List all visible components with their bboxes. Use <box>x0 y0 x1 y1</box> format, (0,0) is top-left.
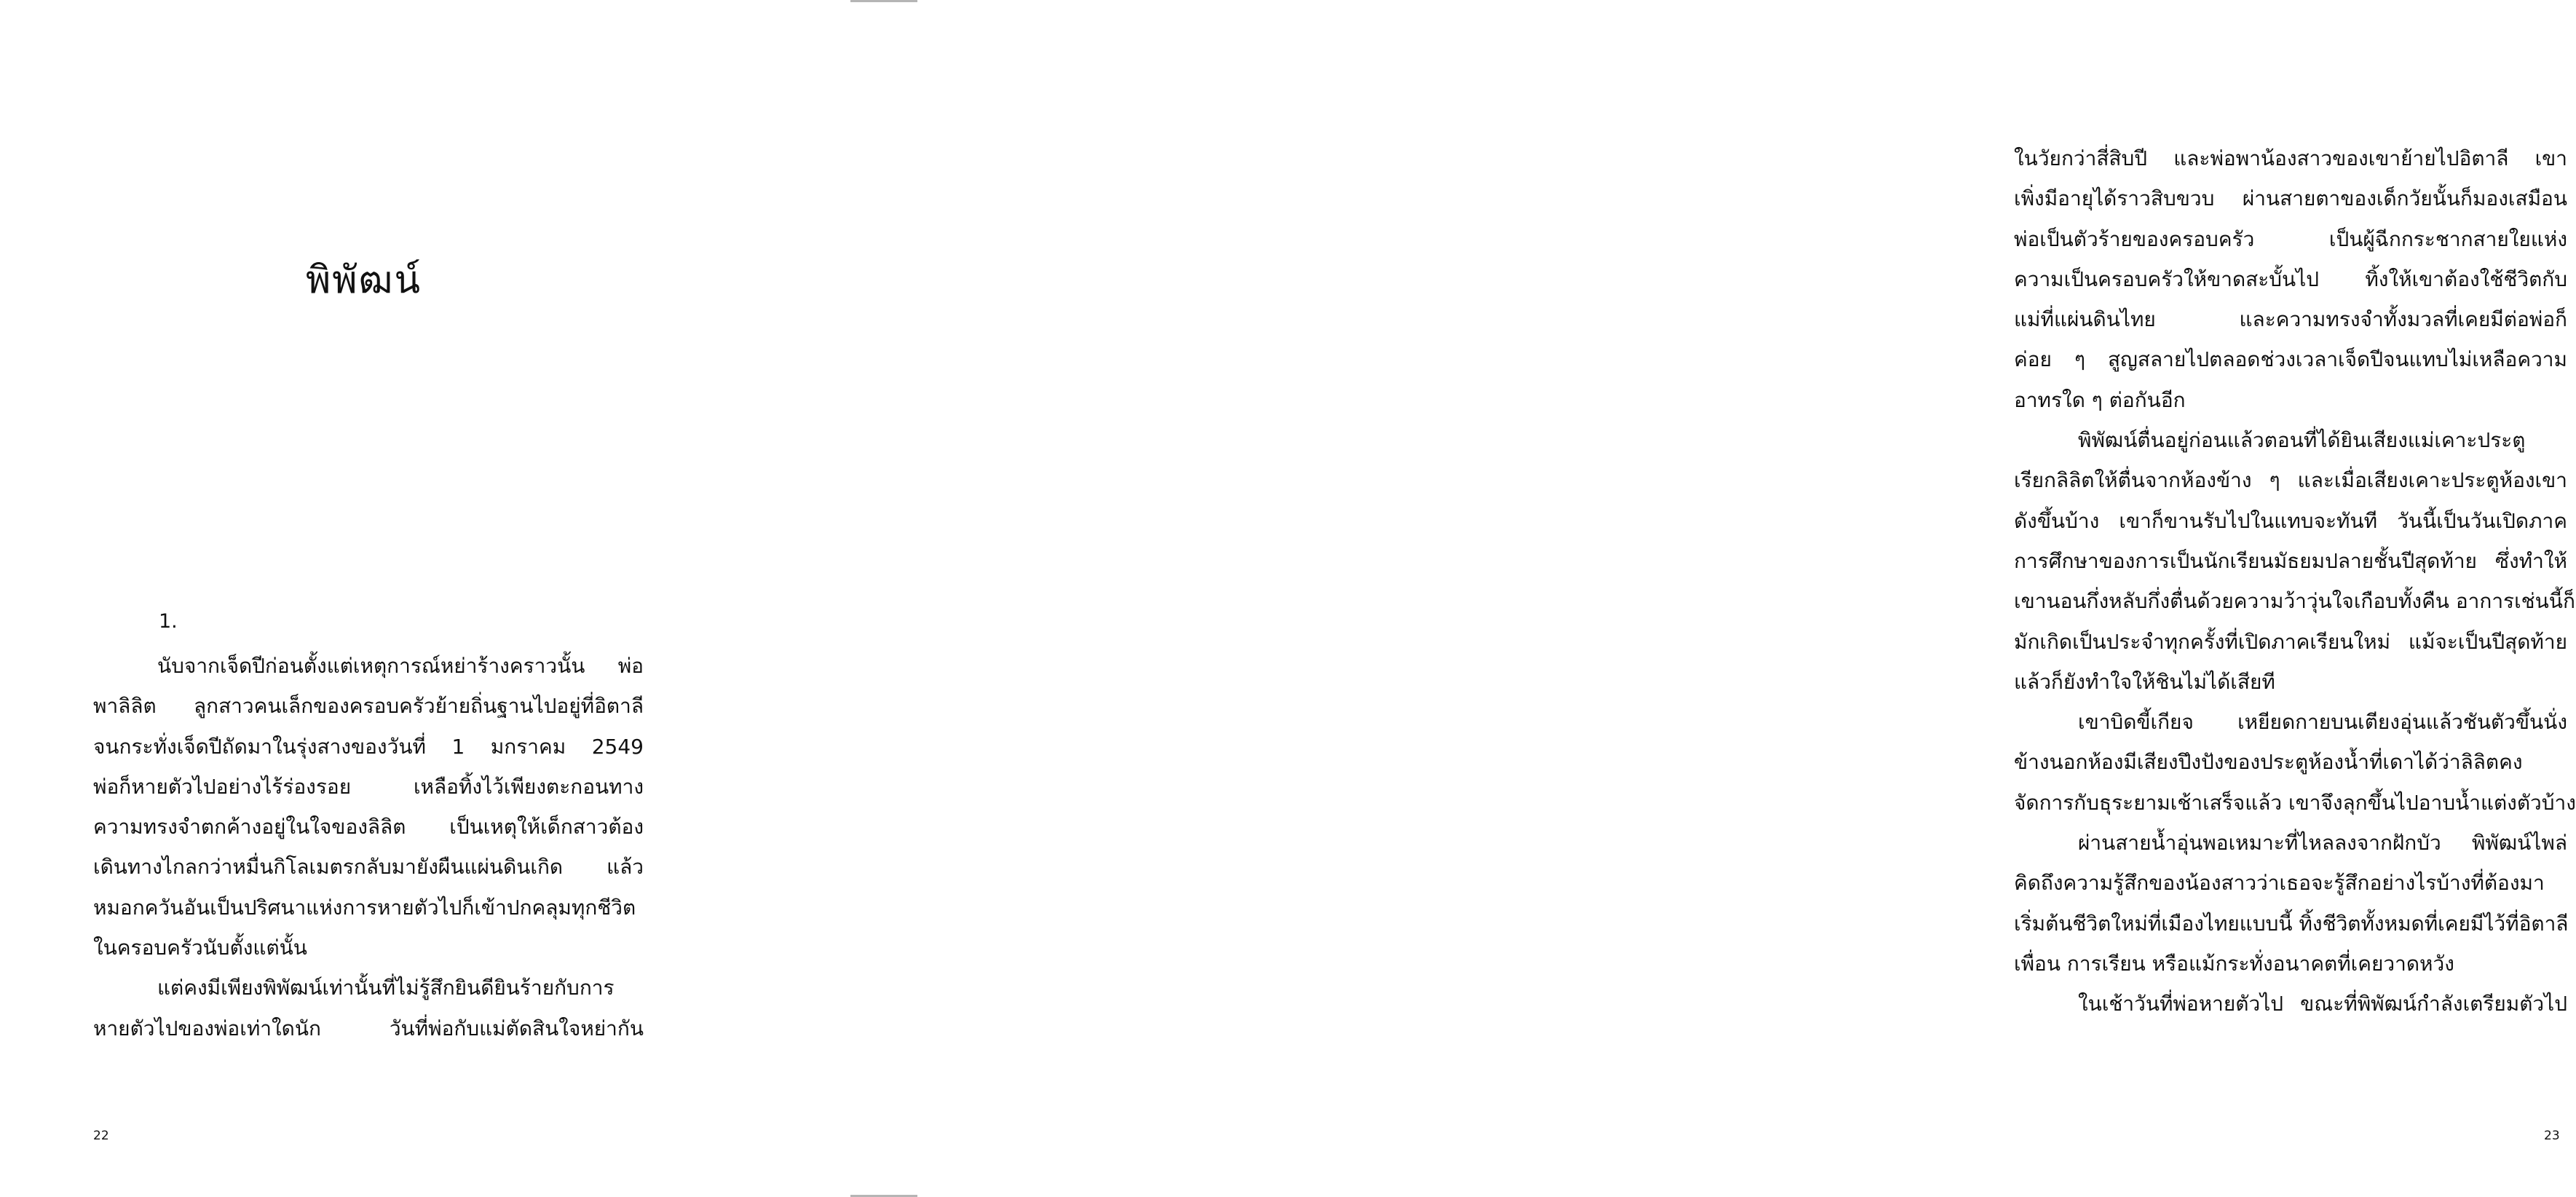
text-line: หายตัวไปของพ่อเท่าใดนัก วันที่พ่อกับแม่ตัดสินใจหย่ากัน <box>93 1016 644 1040</box>
text-line: พาลิลิต ลูกสาวคนเล็กของครอบครัวย้ายถิ่นฐานไปอยู่ที่อิตาลี <box>93 694 644 719</box>
right-body-text <box>2014 138 2576 1024</box>
text-line: จัดการกับธุระยามเช้าเสร็จแล้ว เขาจึงลุกขึ้นไปอาบน้ำแต่งตัวบ้าง <box>2014 790 2576 815</box>
left-body-text <box>93 646 644 1048</box>
text-line: มักเกิดเป็นประจำทุกครั้งที่เปิดภาคเรียนใหม่ แม้จะเป็นปีสุดท้าย <box>2014 629 2567 654</box>
text-line: ในวัยกว่าสี่สิบปี และพ่อพาน้องสาวของเขาย้ายไปอิตาลี เขา <box>2014 146 2567 170</box>
text-line: ในเช้าวันที่พ่อหายตัวไป ขณะที่พิพัฒน์กำลังเตรียมตัวไป <box>2078 992 2567 1016</box>
text-line: เดินทางไกลกว่าหมื่นกิโลเมตรกลับมายังผืนแผ่นดินเกิด แล้ว <box>93 855 644 880</box>
text-line: ความทรงจำตกค้างอยู่ในใจของลิลิต เป็นเหตุให้เด็กสาวต้อง <box>93 815 644 840</box>
right-page <box>884 0 2576 1197</box>
text-line: ในครอบครัวนับตั้งแต่นั้น <box>93 936 307 960</box>
text-line: แม่ที่แผ่นดินไทย และความทรงจำทั้งมวลที่เคยมีต่อพ่อก็ <box>2014 307 2567 332</box>
text-line: เริ่มต้นชีวิตใหม่ที่เมืองไทยแบบนี้ ทิ้งชีวิตทั้งหมดที่เคยมีไว้ที่อิตาลี <box>2014 911 2569 936</box>
chapter-title: พิพัฒน์ <box>306 258 422 302</box>
text-line: เพื่อน การเรียน หรือแม้กระทั่งอนาคตที่เคยวาดหวัง <box>2014 951 2454 976</box>
text-line: เรียกลิลิตให้ตื่นจากห้องข้าง ๆ และเมื่อเสียงเคาะประตูห้องเขา <box>2014 468 2567 493</box>
text-line: อาทรใด ๆ ต่อกันอีก <box>2014 387 2186 412</box>
text-line: พิพัฒน์ตื่นอยู่ก่อนแล้วตอนที่ได้ยินเสียงแม่เคาะประตู <box>2078 428 2526 453</box>
text-line: การศึกษาของการเป็นนักเรียนมัธยมปลายชั้นปีสุดท้าย ซึ่งทำให้ <box>2014 548 2567 573</box>
text-line: เพิ่งมีอายุได้ราวสิบขวบ ผ่านสายตาของเด็กวัยนั้นก็มองเสมือน <box>2014 186 2567 211</box>
text-line: เขานอนกึ่งหลับกึ่งตื่นด้วยความว้าวุ่นใจเกือบทั้งคืน อาการเช่นนี้ก็ <box>2014 589 2575 614</box>
text-line: ผ่านสายน้ำอุ่นพอเหมาะที่ไหลลงจากฝักบัว พิพัฒน์ไพล่ <box>2078 831 2567 856</box>
text-line: จนกระทั่งเจ็ดปีถัดมาในรุ่งสางของวันที่ 1 มกราคม 2549 <box>93 734 644 759</box>
text-line: เขาบิดขี้เกียจ เหยียดกายบนเตียงอุ่นแล้วชันตัวขึ้นนั่ง <box>2078 710 2567 735</box>
text-line: นับจากเจ็ดปีก่อนตั้งแต่เหตุการณ์หย่าร้างคราวนั้น พ่อ <box>157 654 644 678</box>
section-number: 1. <box>159 610 178 633</box>
text-line: หมอกควันอันเป็นปริศนาแห่งการหายตัวไปก็เข้าปกคลุมทุกชีวิต <box>93 895 636 920</box>
text-line: ค่อย ๆ สูญสลายไปตลอดช่วงเวลาเจ็ดปีจนแทบไม่เหลือความ <box>2014 347 2567 372</box>
text-line: แต่คงมีเพียงพิพัฒน์เท่านั้นที่ไม่รู้สึกยินดียินร้ายกับการ <box>157 976 615 1000</box>
left-page <box>0 0 884 1197</box>
text-line: พ่อก็หายตัวไปอย่างไร้ร่องรอย เหลือทิ้งไว้เพียงตะกอนทาง <box>93 774 644 799</box>
text-line: คิดถึงความรู้สึกของน้องสาวว่าเธอจะรู้สึกอย่างไรบ้างที่ต้องมา <box>2014 871 2545 896</box>
text-line: แล้วก็ยังทำใจให้ชินไม่ได้เสียที <box>2014 669 2275 694</box>
page-number-right: 23 <box>2544 1129 2560 1143</box>
text-line: ดังขึ้นบ้าง เขาก็ขานรับไปในแทบจะทันที วันนี้เป็นวันเปิดภาค <box>2014 508 2567 533</box>
text-line: ความเป็นครอบครัวให้ขาดสะบั้นไป ทิ้งให้เขาต้องใช้ชีวิตกับ <box>2014 266 2567 291</box>
page-number-left: 22 <box>93 1129 109 1143</box>
text-line: พ่อเป็นตัวร้ายของครอบครัว เป็นผู้ฉีกกระชากสายใยแห่ง <box>2014 226 2567 251</box>
text-line: ข้างนอกห้องมีเสียงปึงปังของประตูห้องน้ำที่เดาได้ว่าลิลิตคง <box>2014 750 2523 775</box>
